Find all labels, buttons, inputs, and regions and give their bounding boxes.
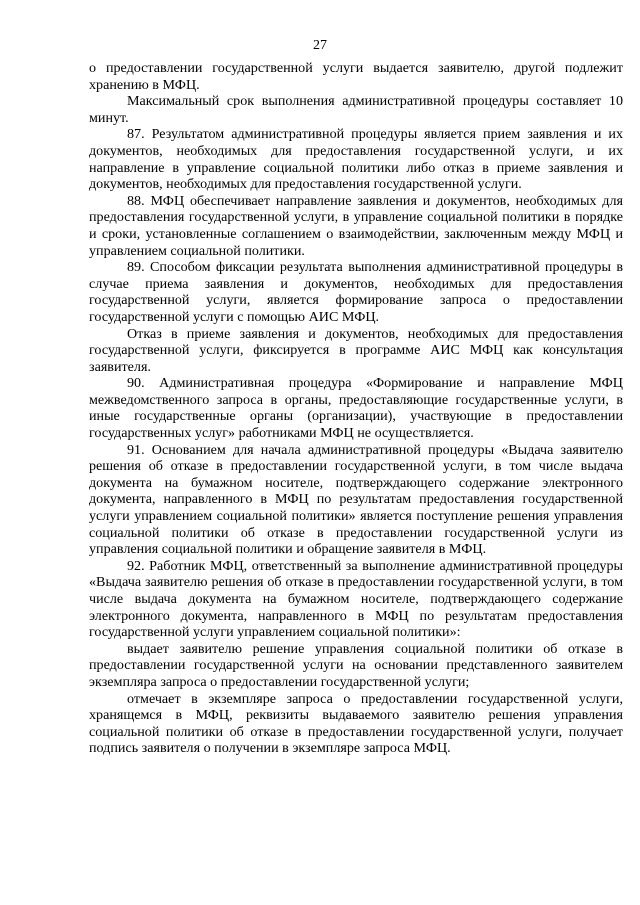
paragraph-continuation: о предоставлении государственной услуги выдается заявителю, другой подлежит хранению в МФЦ. [89,60,623,93]
paragraph-87: 87. Результатом административной процедуры является прием заявления и их документов, необходимых для предоставления государственной услуги, и их направление в управление социальной политики либо отказ в приеме заявления и документов, необходимых для предоставления государственной услуги. [89,126,623,193]
document-body [89,60,623,757]
paragraph-92: 92. Работник МФЦ, ответственный за выполнение административной процедуры «Выдача заявителю решения об отказе в предоставлении государственной услуги, в том числе выдача документа на бумажном носителе, подтверждающего содержание электронного документа, направленного в МФЦ по результатам предоставления государственной услуги управлением социальной политики»: [89,557,623,641]
paragraph-89: 89. Способом фиксации результата выполнения административной процедуры в случае приема заявления и документов, необходимых для предоставления государственной услуги, является формирование запроса о предоставлении государственной услуги с помощью АИС МФЦ. [89,259,623,325]
paragraph-90: 90. Административная процедура «Формирование и направление МФЦ межведомственного запроса в органы, предоставляющие государственные услуги, в иные государственные органы (организации), участвующие в предоставлении государственных услуг» работниками МФЦ не осуществляется. [89,375,623,442]
paragraph-91: 91. Основанием для начала административной процедуры «Выдача заявителю решения об отказе в предоставлении государственной услуги, в том числе выдача документа на бумажном носителе, подтверждающего содержание электронного документа, направленного в МФЦ по результатам предоставления государственной услуги управлением социальной политики» является поступление решения управления социальной политики об отказе в предоставлении государственной услуги из управления социальной политики и обращение заявителя в МФЦ. [89,441,623,558]
paragraph-88: 88. МФЦ обеспечивает направление заявления и документов, необходимых для предоставления государственной услуги, в управление социальной политики в порядке и сроки, установленные соглашением о взаимодействии, заключенным между МФЦ и управлением социальной политики. [89,192,623,259]
paragraph-max-time: Максимальный срок выполнения административной процедуры составляет 10 минут. [89,93,623,126]
page-number: 27 [313,38,327,53]
paragraph-refusal-record: Отказ в приеме заявления и документов, необходимых для предоставления государственной услуги, фиксируется в программе АИС МФЦ как консультация заявителя. [89,325,623,375]
paragraph-92-issues: выдает заявителю решение управления социальной политики об отказе в предоставлении государственной услуги на основании представленного заявителем экземпляра запроса о предоставлении государственной услуги; [89,640,623,690]
paragraph-92-marks: отмечает в экземпляре запроса о предоставлении государственной услуги, хранящемся в МФЦ, реквизиты выдаваемого заявителю решения управления социальной политики об отказе в предоставлении государственной услуги, получает подпись заявителя о получении в экземпляре запроса МФЦ. [89,690,623,757]
